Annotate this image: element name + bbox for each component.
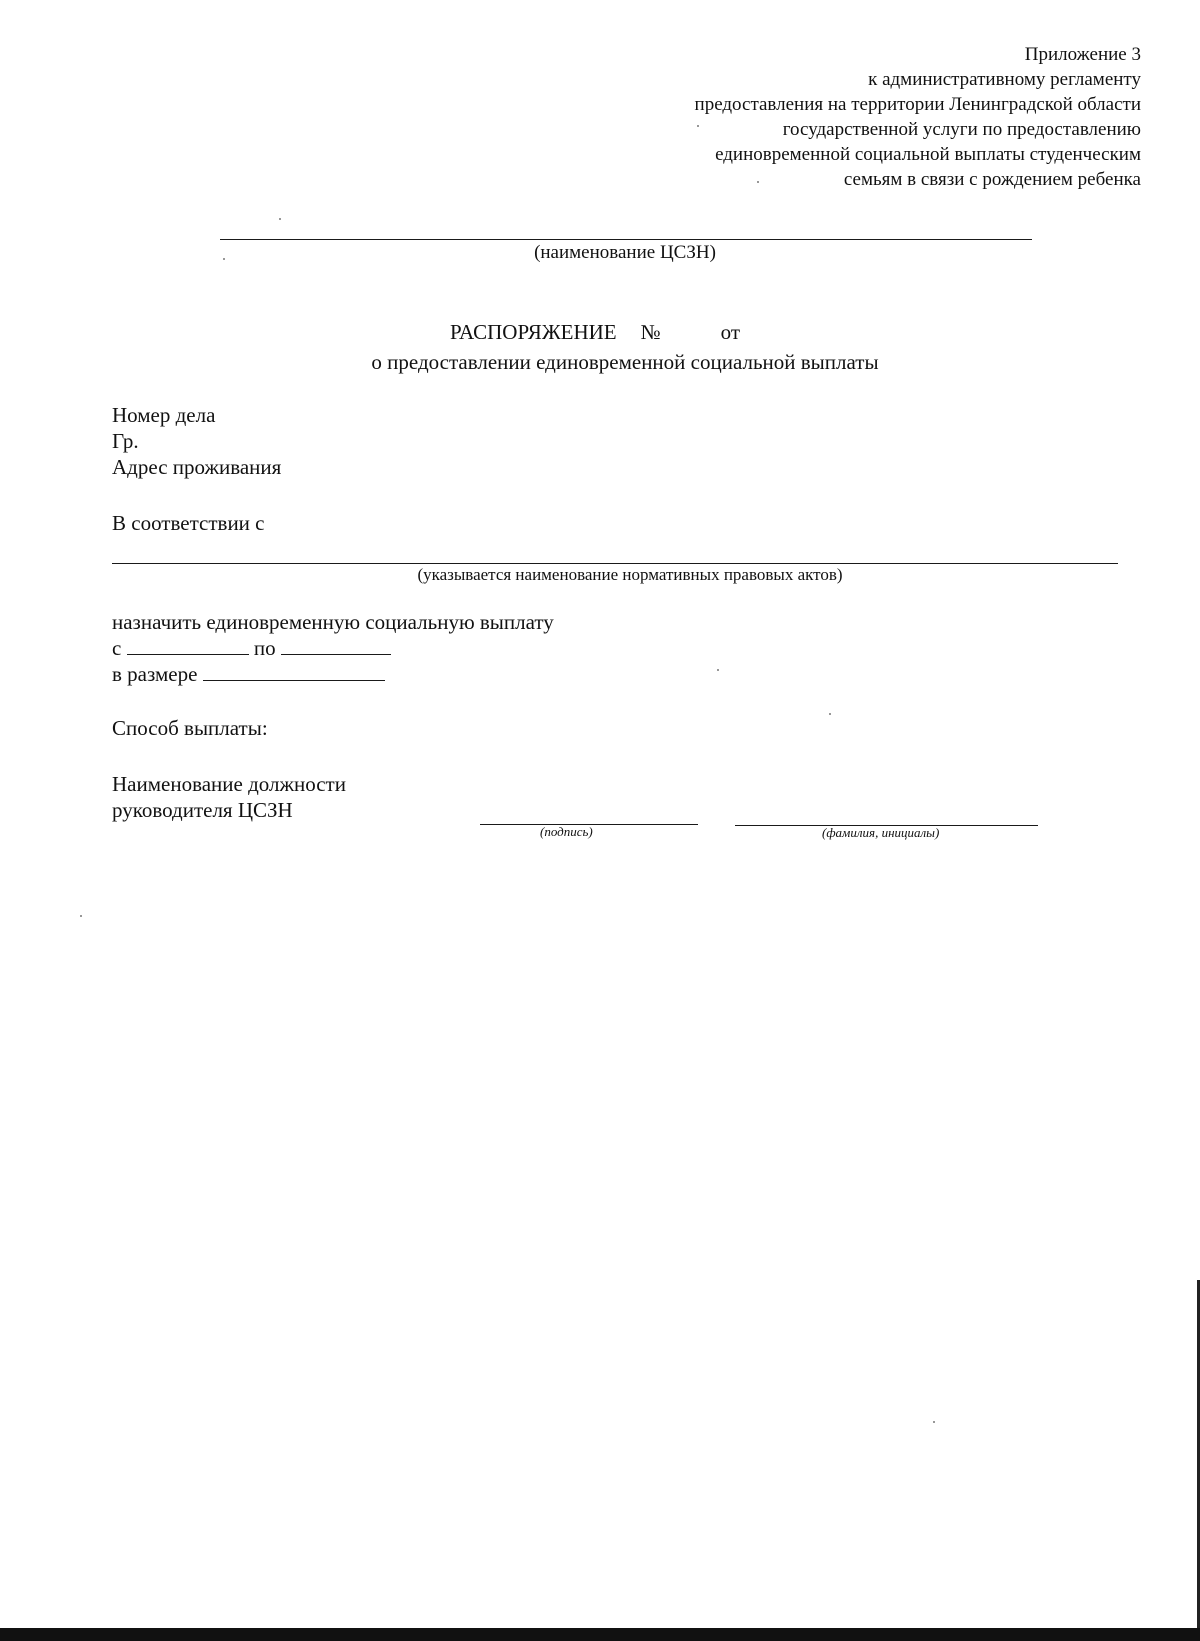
period-to-blank xyxy=(281,636,391,655)
appendix-line: к административному регламенту xyxy=(868,69,1141,90)
scan-speck xyxy=(717,669,719,671)
amount-label: в размере xyxy=(112,662,198,686)
amount-row xyxy=(112,662,385,687)
scan-speck xyxy=(829,713,831,715)
assign-text: назначить единовременную социальную выплату xyxy=(112,610,554,634)
order-subtitle: о предоставлении единовременной социальной выплаты xyxy=(371,350,879,374)
position-title-line2: руководителя ЦСЗН xyxy=(112,798,293,822)
scan-speck xyxy=(223,258,225,260)
scan-speck xyxy=(933,1421,935,1423)
order-number-sign: № xyxy=(640,320,661,344)
period-from-blank xyxy=(127,636,249,655)
scan-speck xyxy=(279,218,281,220)
appendix-line: предоставления на территории Ленинградской области xyxy=(694,94,1141,115)
according-to-label: В соответствии с xyxy=(112,511,265,535)
order-title xyxy=(450,320,740,345)
appendix-header xyxy=(695,42,1141,192)
appendix-line: семьям в связи с рождением ребенка xyxy=(843,169,1141,190)
position-title-line1: Наименование должности xyxy=(112,772,346,796)
legal-acts-caption: (указывается наименование нормативных правовых актов) xyxy=(417,565,843,584)
order-title-word: РАСПОРЯЖЕНИЕ xyxy=(450,320,617,344)
amount-blank xyxy=(203,662,385,681)
org-name-line xyxy=(220,239,1032,240)
org-name-caption: (наименование ЦСЗН) xyxy=(534,242,716,263)
payment-method-label: Способ выплаты: xyxy=(112,716,268,740)
case-number-label: Номер дела xyxy=(112,403,216,427)
appendix-line: государственной услуги по предоставлению xyxy=(782,119,1141,140)
period-row xyxy=(112,636,391,661)
scan-speck xyxy=(697,125,699,127)
scan-speck xyxy=(80,915,82,917)
signature-caption: (подпись) xyxy=(540,824,593,839)
scan-speck xyxy=(757,181,759,183)
full-name-caption: (фамилия, инициалы) xyxy=(822,825,940,840)
appendix-line: Приложение 3 xyxy=(1024,44,1141,65)
appendix-line: единовременной социальной выплаты студенческим xyxy=(715,144,1141,165)
citizen-label: Гр. xyxy=(112,429,139,453)
period-from-label: с xyxy=(112,636,122,660)
order-date-word: от xyxy=(720,320,741,344)
period-to-label: по xyxy=(253,636,276,660)
legal-acts-line xyxy=(112,563,1118,564)
scan-edge-bottom xyxy=(0,1628,1200,1641)
address-label: Адрес проживания xyxy=(112,455,282,479)
